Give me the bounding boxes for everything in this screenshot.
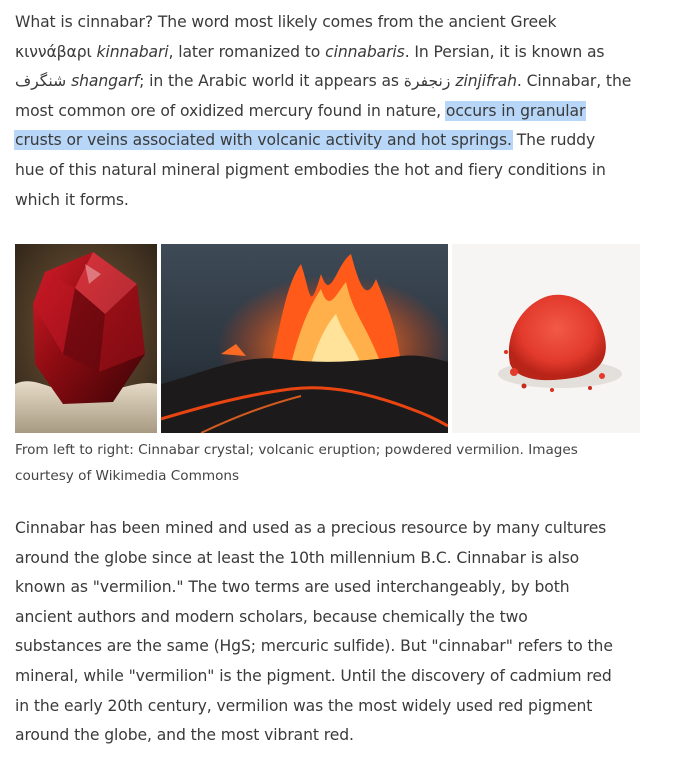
caption-line: From left to right: Cinnabar crystal; volcanic eruption; powdered vermilion. Images (15, 442, 578, 458)
article-paragraph-history (15, 514, 675, 751)
text-span: The ruddy (511, 131, 596, 150)
volcanic-eruption-image (161, 244, 448, 433)
text-span: ; in the Arabic world it appears as (139, 72, 404, 91)
transliteration-kinnabari: kinnabari (96, 42, 169, 61)
text-line: around the globe since at least the 10th millennium B.C. Cinnabar is also (15, 548, 580, 567)
text-line: ancient authors and modern scholars, because chemically the two (15, 607, 528, 626)
text-line: Cinnabar has been mined and used as a precious resource by many cultures (15, 519, 607, 537)
text-span: . In Persian, it is known as (404, 42, 605, 61)
text-line (15, 126, 670, 156)
text-line: known as "vermilion." The two terms are used interchangeably, by both (15, 578, 570, 597)
arabic-word: زنجفرة (403, 72, 451, 91)
transliteration-shangarf: shangarf (71, 72, 140, 91)
text-line (15, 38, 670, 68)
crystal-photo (15, 244, 157, 433)
text-span: , later romanized to (168, 42, 326, 61)
history-paragraph (15, 514, 675, 751)
text-line: in the early 20th century, vermilion was the most widely used red pigment (15, 696, 593, 715)
persian-word: شنگرف (15, 72, 67, 91)
text-line: around the globe, and the most vibrant red. (15, 726, 354, 745)
latin-cinnabaris: cinnabaris (325, 42, 405, 61)
eruption-photo (161, 244, 448, 433)
article-paragraph-intro (15, 8, 670, 215)
text-line: mineral, while "vermilion" is the pigment. Until the discovery of cadmium red (15, 666, 612, 685)
text-line (15, 8, 670, 38)
text-line (15, 97, 670, 127)
selected-text-highlight[interactable]: crusts or veins associated with volcanic activity and hot springs. (15, 131, 512, 150)
selected-text-highlight[interactable]: occurs in granular (445, 101, 586, 120)
greek-word: κιννάβαρι (15, 42, 97, 61)
text-line: substances are the same (HgS; mercuric sulfide). But "cinnabar" refers to the (15, 637, 613, 656)
caption-line: courtesy of Wikimedia Commons (15, 467, 240, 484)
text-span: hue of this natural mineral pigment embodies the hot and fiery conditions in (15, 160, 606, 179)
text-span: most common ore of oxidized mercury found in nature, (15, 101, 446, 120)
image-strip (15, 244, 640, 433)
text-span: What is cinnabar? The word most likely comes from the ancient Greek (15, 13, 557, 31)
cinnabar-crystal-image (15, 244, 157, 433)
text-span: which it forms. (15, 190, 129, 209)
text-line (15, 156, 670, 186)
powder-photo (452, 244, 640, 433)
powdered-vermilion-image (452, 244, 640, 433)
text-line (15, 67, 670, 97)
figure-caption (15, 438, 655, 489)
text-span: . Cinnabar, the (516, 72, 632, 91)
text-line (15, 186, 670, 216)
transliteration-zinjifrah: zinjifrah (455, 72, 517, 91)
intro-paragraph (15, 8, 670, 215)
